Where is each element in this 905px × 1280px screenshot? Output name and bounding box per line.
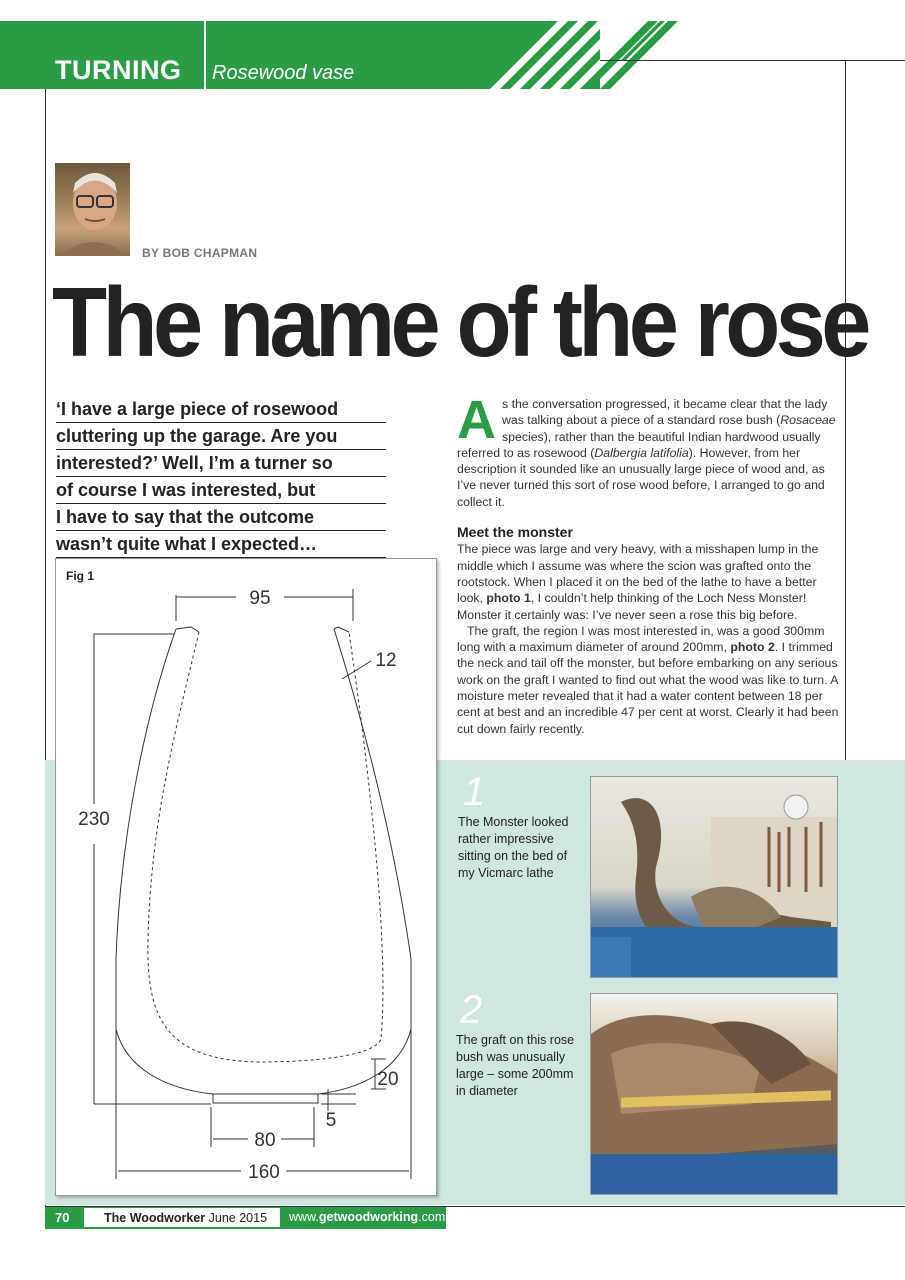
section-label: TURNING: [55, 55, 182, 85]
photo-monster-on-lathe: [590, 776, 838, 978]
photo-number: 2: [460, 988, 483, 1032]
figure-label: Fig 1: [66, 569, 95, 583]
page-number: 70: [55, 1210, 70, 1225]
subsection-label: Rosewood vase: [212, 62, 355, 84]
author-photo: [55, 163, 130, 256]
photo-reference: photo 2: [730, 640, 775, 655]
vase-drawing: [56, 559, 436, 1195]
paragraph-intro: [457, 390, 841, 510]
text-run: , I couldn’t help thinking of the Loch Ness Monster! Monster it certainly was: I’ve never seen a rose this big before.: [457, 591, 807, 622]
footer-url[interactable]: [289, 1210, 445, 1224]
photo-caption: The graft on this rose bush was unusually large – some 200mm in diameter: [456, 1033, 575, 1098]
byline: BY BOB CHAPMAN: [142, 246, 258, 260]
subheading: Meet the monster: [457, 524, 573, 541]
right-column-rule: [845, 60, 846, 760]
text-run: . I trimmed the neck and tail off the monster, but before embarking on any serious work on the graft I wanted to find out what the wood was like to turn. A moisture meter revealed that it had a water content between 18 per cent at best and an incredible 47 per cent at worst. Clearly it had been cut down fairly recently.: [457, 640, 839, 736]
header-rule: [600, 60, 905, 61]
standfirst-line: ‘I have a large piece of rosewood: [56, 396, 386, 423]
text-run: ). However, from her description it sounded like an unusually large piece of wood and, as I’ve never turned this sort of rose wood before, I arranged to go and collect it.: [457, 445, 825, 509]
gnarled-wood-icon: [591, 777, 837, 977]
dim-height: 230: [78, 809, 110, 830]
text-run-italic: Rosaceae: [780, 413, 836, 428]
dim-wall: 12: [375, 650, 397, 671]
dim-foot: 5: [325, 1110, 337, 1131]
text-run: s the conversation progressed, it became clear that the lady was talking about a piece of a standard rose bush (: [502, 397, 828, 428]
paragraph: [457, 541, 841, 622]
body-text: [457, 390, 841, 737]
dim-max-width: 160: [248, 1162, 280, 1183]
standfirst-line: cluttering up the garage. Are you: [56, 423, 386, 450]
photo-number: 1: [463, 770, 486, 814]
header-separator: [204, 21, 206, 89]
issue-date: June 2015: [205, 1211, 268, 1225]
header-stripes: [470, 21, 680, 89]
standfirst-line: wasn’t quite what I expected…: [56, 531, 386, 558]
text-run: The graft, the region I was most interested in, was a good 300mm long with a maximum diameter of around 200mm,: [457, 623, 825, 655]
text-run: species), rather than the beautiful Indian hardwood usually referred to as rosewood (: [457, 429, 821, 460]
article-title: The name of the rose: [52, 267, 867, 377]
figure-diagram: [55, 558, 437, 1196]
paragraph: [457, 623, 841, 737]
url-prefix: www.: [289, 1210, 319, 1224]
drop-cap: A: [457, 390, 496, 450]
standfirst-line: interested?’ Well, I’m a turner so: [56, 450, 386, 477]
photo-caption: The Monster looked rather impressive sitting on the bed of my Vicmarc lathe: [458, 815, 569, 880]
magazine-issue: [83, 1207, 281, 1228]
url-domain: getwoodworking: [318, 1210, 419, 1224]
author-portrait-icon: [55, 163, 130, 256]
dim-top-width: 95: [249, 588, 271, 609]
standfirst-line: of course I was interested, but: [56, 477, 386, 504]
standfirst: [56, 396, 386, 558]
standfirst-line: I have to say that the outcome: [56, 504, 386, 531]
url-suffix: .com: [418, 1210, 446, 1224]
dim-foot-width: 80: [254, 1130, 276, 1151]
text-run-italic: Dalbergia latifolia: [594, 445, 689, 460]
magazine-name: The Woodworker: [104, 1211, 206, 1225]
text-run: The piece was large and very heavy, with a misshapen lump in the middle which I assume was where the scion was grafted onto the rootstock. When I placed it on the bed of the lathe to have a better look,: [457, 542, 819, 606]
photo-graft-closeup: [590, 993, 838, 1195]
dim-base-thickness: 20: [377, 1069, 399, 1090]
photo-reference: photo 1: [486, 591, 531, 606]
graft-wood-icon: [591, 994, 837, 1194]
